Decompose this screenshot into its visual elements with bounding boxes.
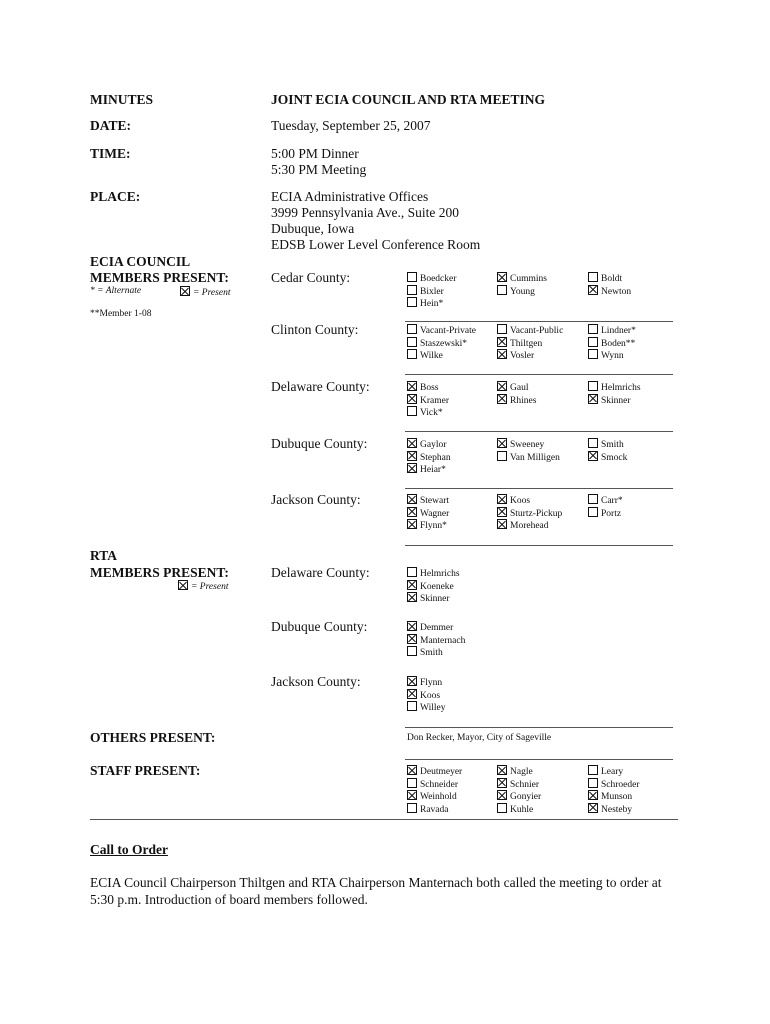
- member-name: Boden**: [601, 338, 636, 349]
- unchecked-box-icon: [407, 272, 417, 282]
- member-entry: [588, 778, 640, 791]
- member-name: Smock: [601, 452, 628, 463]
- member-column: [407, 621, 465, 659]
- member-entry: [407, 394, 449, 407]
- checked-box-icon: [588, 803, 598, 813]
- divider: [405, 727, 673, 728]
- member-entry: [407, 803, 462, 816]
- date-label: DATE:: [90, 118, 132, 133]
- member-name: Vick*: [420, 408, 443, 419]
- member-name: Munson: [601, 792, 633, 803]
- member-name: Rhines: [510, 395, 537, 406]
- member-name: Kuhle: [510, 804, 534, 815]
- member-entry: [407, 297, 456, 310]
- divider: [405, 488, 673, 489]
- member-column: [407, 676, 445, 714]
- member-name: Skinner: [420, 594, 450, 605]
- member-entry: [407, 272, 456, 285]
- divider: [405, 321, 673, 322]
- checked-box-icon: [497, 438, 507, 448]
- member-entry: [588, 272, 631, 285]
- member-column: [588, 438, 627, 463]
- member-column: [407, 494, 449, 532]
- member-column: [588, 494, 623, 519]
- checked-box-icon: [497, 272, 507, 282]
- unchecked-box-icon: [588, 324, 598, 334]
- member-column: [588, 324, 636, 362]
- member-name: Schneider: [420, 779, 458, 790]
- unchecked-box-icon: [407, 337, 417, 347]
- member-entry: [497, 272, 547, 285]
- member-name: Hein*: [420, 299, 444, 310]
- member-name: Thiltgen: [510, 338, 543, 349]
- member-column: [588, 272, 631, 297]
- member-entry: [497, 507, 562, 520]
- member-entry: [407, 451, 451, 464]
- member-entry: [588, 324, 636, 337]
- others-label: OTHERS PRESENT:: [90, 730, 216, 745]
- member-name: Vacant-Public: [510, 326, 564, 336]
- unchecked-box-icon: [497, 451, 507, 461]
- council-label-line2: MEMBERS PRESENT:: [90, 270, 229, 285]
- member-name: Stephan: [420, 452, 451, 463]
- checked-box-icon: [497, 349, 507, 359]
- member-name: Smith: [601, 440, 624, 450]
- checked-box-icon: [407, 621, 417, 631]
- member-entry: [588, 381, 641, 394]
- member-name: Deutmeyer: [420, 767, 463, 777]
- member-name: Stewart: [420, 496, 450, 506]
- divider: [405, 759, 673, 760]
- member-name: Ravada: [420, 804, 449, 815]
- unchecked-box-icon: [407, 778, 417, 788]
- member-column: [588, 765, 640, 815]
- legend-alternate: * = Alternate: [90, 286, 142, 296]
- member-entry: [407, 285, 456, 298]
- member-entry: [588, 438, 627, 451]
- member-name: Staszewski*: [420, 338, 467, 349]
- member-name: Wilke: [420, 351, 443, 362]
- checked-box-icon: [407, 438, 417, 448]
- checked-box-icon: [407, 592, 417, 602]
- member-entry: [497, 765, 541, 778]
- county-label: Delaware County:: [271, 379, 370, 394]
- county-label: Clinton County:: [271, 322, 359, 337]
- member-name: Schroeder: [601, 779, 640, 790]
- checked-box-icon: [407, 381, 417, 391]
- member-column: [407, 438, 451, 476]
- checked-box-icon: [407, 394, 417, 404]
- checked-box-icon: [407, 689, 417, 699]
- member-column: [497, 765, 541, 815]
- date-value: Tuesday, September 25, 2007: [271, 118, 431, 133]
- checked-box-icon: [407, 765, 417, 775]
- county-label: Dubuque County:: [271, 619, 368, 634]
- county-label: Jackson County:: [271, 674, 361, 689]
- member-entry: [407, 689, 445, 702]
- checked-box-icon: [497, 337, 507, 347]
- member-entry: [407, 765, 462, 778]
- member-name: Sturtz-Pickup: [510, 508, 563, 519]
- member-entry: [588, 494, 623, 507]
- unchecked-box-icon: [407, 406, 417, 416]
- unchecked-box-icon: [407, 803, 417, 813]
- member-name: Boldt: [601, 274, 623, 284]
- unchecked-box-icon: [588, 381, 598, 391]
- member-name: Weinhold: [420, 792, 457, 803]
- place-label: PLACE:: [90, 189, 141, 204]
- member-name: Flynn*: [420, 521, 447, 532]
- unchecked-box-icon: [497, 803, 507, 813]
- member-entry: [407, 580, 460, 593]
- member-name: Bixler: [420, 286, 444, 297]
- member-entry: [497, 438, 560, 451]
- rta-label-line1: RTA: [90, 548, 118, 563]
- member-entry: [497, 285, 547, 298]
- others-value: Don Recker, Mayor, City of Sageville: [407, 733, 552, 743]
- member-entry: [588, 451, 627, 464]
- divider: [405, 431, 673, 432]
- checked-box-icon: [497, 494, 507, 504]
- member-column: [588, 381, 641, 406]
- checked-box-icon: [407, 507, 417, 517]
- member-name: Carr*: [601, 496, 623, 506]
- member-column: [497, 438, 560, 463]
- place-line: 3999 Pennsylvania Ave., Suite 200: [271, 205, 459, 220]
- member-name: Nesteby: [601, 804, 633, 815]
- member-entry: [588, 349, 636, 362]
- member-name: Cummins: [510, 274, 547, 284]
- divider: [90, 819, 678, 820]
- member-column: [407, 324, 476, 362]
- checked-box-icon: [180, 286, 190, 296]
- member-name: Nagle: [510, 767, 533, 777]
- time-line-meeting: 5:30 PM Meeting: [271, 162, 367, 177]
- member-entry: [588, 337, 636, 350]
- meeting-title: JOINT ECIA COUNCIL AND RTA MEETING: [271, 92, 545, 107]
- member-column: [497, 494, 562, 532]
- member-name: Gaylor: [420, 440, 447, 450]
- divider: [405, 545, 673, 546]
- call-to-order-title: Call to Order: [90, 842, 168, 857]
- checked-box-icon: [497, 790, 507, 800]
- unchecked-box-icon: [407, 324, 417, 334]
- staff-label: STAFF PRESENT:: [90, 763, 201, 778]
- member-entry: [407, 406, 449, 419]
- unchecked-box-icon: [497, 324, 507, 334]
- member-entry: [497, 394, 536, 407]
- checked-box-icon: [407, 634, 417, 644]
- member-name: Wagner: [420, 508, 450, 519]
- unchecked-box-icon: [588, 778, 598, 788]
- member-name: Koos: [510, 496, 531, 506]
- member-name: Vosler: [510, 351, 535, 362]
- checked-box-icon: [407, 580, 417, 590]
- member-name: Morehead: [510, 521, 549, 532]
- unchecked-box-icon: [407, 349, 417, 359]
- checked-box-icon: [497, 765, 507, 775]
- member-column: [407, 272, 456, 310]
- unchecked-box-icon: [407, 646, 417, 656]
- rta-label-line2: MEMBERS PRESENT:: [90, 565, 229, 580]
- time-line-dinner: 5:00 PM Dinner: [271, 146, 359, 161]
- member-note: **Member 1-08: [90, 309, 152, 319]
- place-line: Dubuque, Iowa: [271, 221, 355, 236]
- checked-box-icon: [497, 394, 507, 404]
- member-name: Wynn: [601, 351, 624, 362]
- member-entry: [497, 494, 562, 507]
- member-entry: [407, 634, 465, 647]
- county-label: Jackson County:: [271, 492, 361, 507]
- unchecked-box-icon: [407, 285, 417, 295]
- unchecked-box-icon: [588, 765, 598, 775]
- member-name: Demmer: [420, 623, 454, 633]
- member-name: Kramer: [420, 395, 450, 406]
- member-name: Leary: [601, 767, 624, 777]
- member-name: Gaul: [510, 383, 529, 393]
- checked-box-icon: [588, 790, 598, 800]
- member-name: Schnier: [510, 779, 540, 790]
- member-entry: [497, 519, 562, 532]
- member-entry: [588, 285, 631, 298]
- member-entry: [407, 438, 451, 451]
- member-name: Smith: [420, 648, 443, 659]
- member-entry: [497, 803, 541, 816]
- unchecked-box-icon: [588, 337, 598, 347]
- checked-box-icon: [497, 519, 507, 529]
- legend-present: = Present: [180, 286, 230, 298]
- unchecked-box-icon: [588, 349, 598, 359]
- checked-box-icon: [497, 778, 507, 788]
- member-name: Vacant-Private: [420, 326, 476, 336]
- member-name: Koos: [420, 690, 441, 701]
- member-entry: [407, 324, 476, 337]
- minutes-label: MINUTES: [90, 92, 154, 107]
- member-entry: [407, 463, 451, 476]
- member-column: [407, 765, 462, 815]
- member-entry: [407, 701, 445, 714]
- member-entry: [407, 349, 476, 362]
- member-column: [497, 381, 536, 406]
- member-entry: [497, 337, 563, 350]
- unchecked-box-icon: [588, 438, 598, 448]
- member-entry: [588, 394, 641, 407]
- checked-box-icon: [588, 285, 598, 295]
- member-entry: [407, 646, 465, 659]
- checked-box-icon: [407, 676, 417, 686]
- member-column: [407, 567, 460, 605]
- member-entry: [588, 507, 623, 520]
- member-name: Boedcker: [420, 274, 457, 284]
- county-label: Dubuque County:: [271, 436, 368, 451]
- member-entry: [407, 494, 449, 507]
- checked-box-icon: [497, 381, 507, 391]
- county-label: Delaware County:: [271, 565, 370, 580]
- member-name: Gonyier: [510, 792, 542, 803]
- member-name: Sweeney: [510, 440, 545, 450]
- member-entry: [497, 381, 536, 394]
- member-column: [497, 324, 563, 362]
- member-name: Helmrichs: [601, 383, 641, 393]
- council-label-line1: ECIA COUNCIL: [90, 254, 191, 269]
- member-entry: [407, 519, 449, 532]
- checked-box-icon: [407, 494, 417, 504]
- member-entry: [588, 765, 640, 778]
- member-name: Van Milligen: [510, 452, 560, 463]
- member-column: [407, 381, 449, 419]
- unchecked-box-icon: [497, 285, 507, 295]
- checked-box-icon: [407, 790, 417, 800]
- member-entry: [407, 507, 449, 520]
- place-line: ECIA Administrative Offices: [271, 189, 429, 204]
- checked-box-icon: [178, 580, 188, 590]
- checked-box-icon: [407, 463, 417, 473]
- member-entry: [497, 349, 563, 362]
- member-entry: [588, 790, 640, 803]
- member-entry: [407, 592, 460, 605]
- member-entry: [407, 621, 465, 634]
- member-name: Lindner*: [601, 326, 636, 336]
- checked-box-icon: [407, 451, 417, 461]
- member-name: Boss: [420, 383, 439, 393]
- rta-legend-present: = Present: [178, 580, 228, 592]
- unchecked-box-icon: [407, 701, 417, 711]
- checked-box-icon: [407, 519, 417, 529]
- unchecked-box-icon: [407, 567, 417, 577]
- member-name: Manternach: [420, 635, 466, 646]
- member-entry: [407, 337, 476, 350]
- member-entry: [497, 790, 541, 803]
- member-entry: [407, 778, 462, 791]
- unchecked-box-icon: [588, 272, 598, 282]
- checked-box-icon: [588, 451, 598, 461]
- divider: [405, 374, 673, 375]
- checked-box-icon: [588, 394, 598, 404]
- member-name: Helmrichs: [420, 569, 460, 579]
- member-name: Willey: [420, 703, 446, 714]
- member-name: Heiar*: [420, 465, 446, 476]
- member-name: Portz: [601, 508, 622, 519]
- unchecked-box-icon: [588, 507, 598, 517]
- member-name: Newton: [601, 286, 632, 297]
- time-label: TIME:: [90, 146, 131, 161]
- member-entry: [497, 324, 563, 337]
- unchecked-box-icon: [407, 297, 417, 307]
- county-label: Cedar County:: [271, 270, 351, 285]
- member-column: [497, 272, 547, 297]
- place-line: EDSB Lower Level Conference Room: [271, 237, 481, 252]
- member-entry: [407, 381, 449, 394]
- member-entry: [497, 451, 560, 464]
- member-entry: [497, 778, 541, 791]
- member-entry: [407, 790, 462, 803]
- member-entry: [407, 676, 445, 689]
- unchecked-box-icon: [588, 494, 598, 504]
- call-to-order-body: ECIA Council Chairperson Thiltgen and RTA Chairperson Manternach both called the meeting to order at 5:30 p.m. Introduction of board members followed.: [90, 875, 662, 907]
- member-entry: [588, 803, 640, 816]
- member-name: Flynn: [420, 678, 443, 688]
- member-name: Koeneke: [420, 581, 454, 592]
- member-name: Young: [510, 286, 535, 297]
- member-name: Skinner: [601, 395, 631, 406]
- member-entry: [407, 567, 460, 580]
- checked-box-icon: [497, 507, 507, 517]
